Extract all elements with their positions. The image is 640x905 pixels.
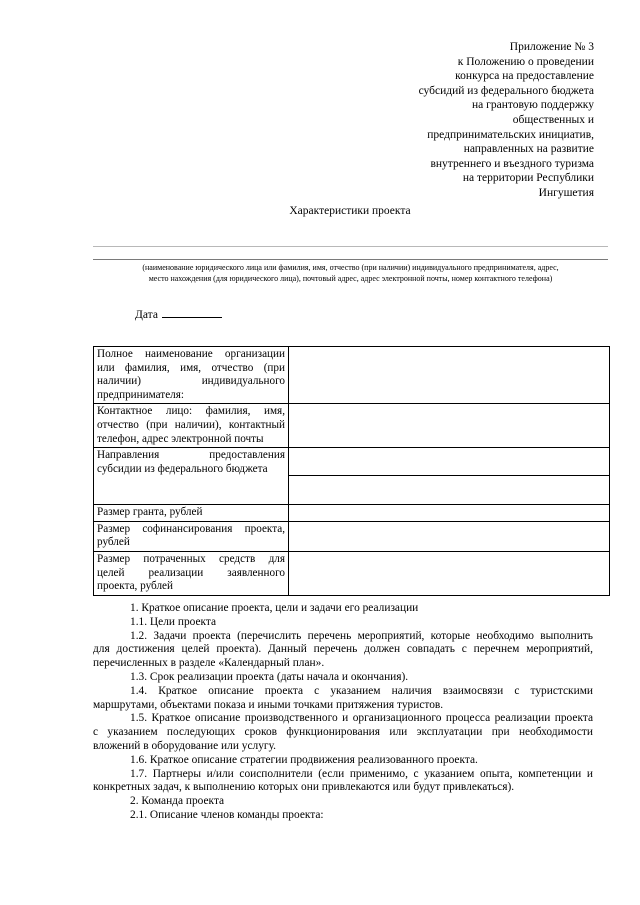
section-1-1: 1.1. Цели проекта bbox=[130, 615, 217, 628]
appendix-line: на территории Республики bbox=[462, 172, 594, 185]
project-info-table bbox=[93, 346, 610, 596]
value-cell-cofinancing[interactable] bbox=[289, 521, 610, 551]
row-label-cofinancing: Размер софинансирования проекта, рублей bbox=[94, 521, 289, 551]
table-row bbox=[94, 448, 610, 476]
table-row bbox=[94, 551, 610, 595]
appendix-line: направленных на развитие bbox=[463, 143, 594, 156]
hint-line: место нахождения (для юридического лица), почтовый адрес, адрес электронной почты, номер контактного телефона) bbox=[148, 273, 553, 283]
section-2-1: 2.1. Описание членов команды проекта: bbox=[130, 808, 324, 821]
section-2-heading: 2. Команда проекта bbox=[130, 795, 225, 808]
section-1-3: 1.3. Срок реализации проекта (даты начала и окончания). bbox=[130, 670, 409, 683]
table-row bbox=[94, 505, 610, 522]
document-title: Характеристики проекта bbox=[289, 205, 411, 217]
row-label-grant-amount: Размер гранта, рублей bbox=[94, 505, 289, 522]
project-sections bbox=[93, 602, 593, 823]
applicant-field-hint bbox=[93, 263, 608, 284]
appendix-line: на грантовую поддержку bbox=[472, 99, 594, 112]
value-cell-subsidy-direction-2[interactable] bbox=[289, 476, 610, 505]
value-cell-organization[interactable] bbox=[289, 347, 610, 404]
row-label-spent-funds: Размер потраченных средств для целей реализации заявленного проекта, рублей bbox=[94, 551, 289, 595]
row-label-contact: Контактное лицо: фамилия, имя, отчество (при наличии), контактный телефон, адрес электронной почты bbox=[94, 404, 289, 448]
table-row bbox=[94, 404, 610, 448]
hint-line: (наименование юридического лица или фамилия, имя, отчество (при наличии) индивидуального предпринимателя, адрес, bbox=[142, 263, 559, 272]
section-1-6: 1.6. Краткое описание стратегии продвижения реализованного проекта. bbox=[130, 753, 478, 766]
applicant-name-underline bbox=[93, 259, 608, 260]
row-label-organization: Полное наименование организации или фамилия, имя, отчество (при наличии) индивидуального предпринимателя: bbox=[94, 347, 289, 404]
value-cell-grant-amount[interactable] bbox=[289, 505, 610, 522]
section-1-2: 1.2. Задачи проекта (перечислить перечень мероприятий, которые необходимо выполнить для достижения целей проекта). Данный перечень должен совпадать с перечнем мероприятий, перечисленных в разделе «Календарный план». bbox=[93, 629, 593, 670]
value-cell-contact[interactable] bbox=[289, 404, 610, 448]
date-blank[interactable] bbox=[162, 306, 222, 318]
section-1-5: 1.5. Краткое описание производственного и организационного процесса реализации проекта с указанием последующих сроков функционирования или эксплуатации при необходимости вложений в оборудование или услугу. bbox=[93, 712, 593, 752]
appendix-header bbox=[334, 40, 594, 201]
appendix-line: конкурса на предоставление bbox=[455, 70, 594, 83]
appendix-line: к Положению о проведении bbox=[457, 55, 594, 68]
section-1-7: 1.7. Партнеры и/или соисполнители (если применимо, с указанием опыта, компетенции и конкретных задач, к выполнению которых они привлекаются или будут привлекаться). bbox=[93, 767, 593, 794]
value-cell-spent-funds[interactable] bbox=[289, 551, 610, 595]
appendix-line: Приложение № 3 bbox=[509, 41, 594, 53]
appendix-line: предпринимательских инициатив, bbox=[427, 128, 594, 141]
appendix-line: Ингушетия bbox=[538, 186, 594, 199]
table-row bbox=[94, 347, 610, 404]
appendix-line: субсидий из федерального бюджета bbox=[418, 84, 594, 97]
date-label: Дата bbox=[135, 309, 158, 321]
value-cell-subsidy-direction-1[interactable] bbox=[289, 448, 610, 476]
date-field bbox=[135, 306, 222, 321]
applicant-name-line[interactable] bbox=[93, 246, 608, 247]
appendix-line: общественных и bbox=[512, 113, 594, 126]
section-1-heading: 1. Краткое описание проекта, цели и задачи его реализации bbox=[130, 602, 419, 614]
table-row bbox=[94, 521, 610, 551]
section-1-4: 1.4. Краткое описание проекта с указанием наличия взаимосвязи с туристскими маршрутами, объектами показа и иными точками притяжения туристов. bbox=[93, 684, 593, 711]
row-label-subsidy-directions: Направления предоставления субсидии из федерального бюджета bbox=[94, 448, 289, 505]
appendix-line: внутреннего и въездного туризма bbox=[430, 157, 594, 170]
